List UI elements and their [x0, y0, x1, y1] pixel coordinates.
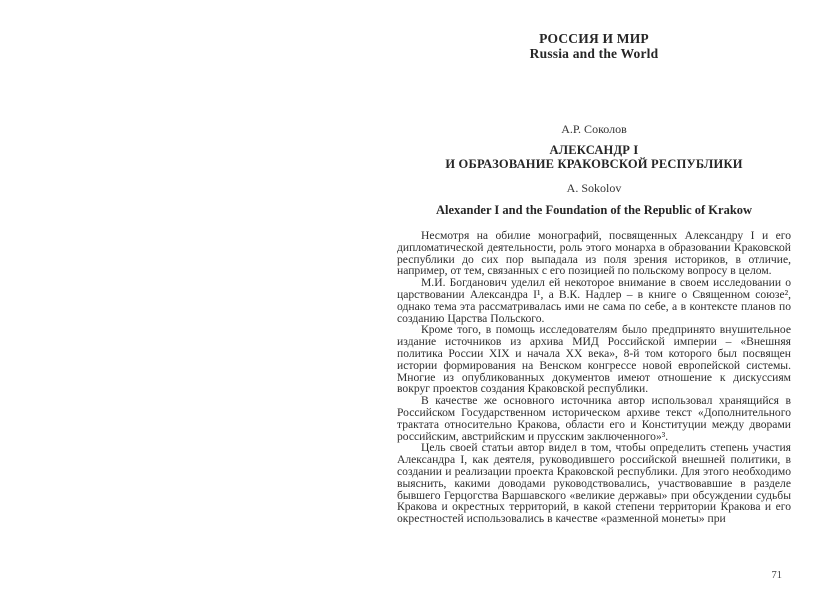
journal-title-russian: РОССИЯ И МИР: [539, 31, 649, 46]
journal-header: [397, 0, 791, 61]
journal-title-english: Russia and the World: [529, 46, 659, 61]
article-title-russian-line2: И ОБРАЗОВАНИЕ КРАКОВСКОЙ РЕСПУБЛИКИ: [445, 156, 743, 171]
article-body: [397, 230, 791, 525]
article-title-russian-line1: АЛЕКСАНДР I: [549, 143, 639, 157]
page-number: 71: [771, 570, 782, 581]
article-title-russian: [397, 144, 791, 171]
author-name-english: A. Sokolov: [566, 181, 622, 195]
author-name-russian: А.Р. Соколов: [561, 122, 627, 136]
body-paragraph-4: В качестве же основного источника автор использовал хранящийся в Российском Государственном историческом архиве текст «Дополнительного трактата относительно Кракова, области его и Конституции между дворами российским, австрийским и прусским заключенного»³.: [397, 394, 791, 443]
body-paragraph-2: М.И. Богданович уделил ей некоторое внимание в своем исследовании о царствовании Александра I¹, а В.К. Надлер – в книге о Священном союзе², однако тема эта рассматривалась ими не сама по себе, а в контексте планов по созданию Царства Польского.: [397, 276, 791, 325]
body-paragraph-1: Несмотря на обилие монографий, посвященных Александру I и его дипломатической деятельности, роль этого монарха в образовании Краковской республики до сих пор выпадала из поля зрения историков, в отличие, например, от тем, связанных с его позицией по польскому вопросу в целом.: [397, 229, 791, 278]
body-paragraph-3: Кроме того, в помощь исследователям было предпринято внушительное издание источников из архива МИД Российской империи – «Внешняя политика России XIX и начала XX века», 8-й том которого был посвящен истории формирования на Венском конгрессе новой европейской системы. Многие из опубликованных документов имеют отношение к дискуссиям вокруг проектов создания Краковской республики.: [397, 323, 791, 396]
article-content: [397, 0, 791, 525]
article-title-english: Alexander I and the Foundation of the Republic of Krakow: [435, 203, 753, 217]
body-paragraph-5: Цель своей статьи автор видел в том, чтобы определить степень участия Александра I, как деятеля, руководившего российской внешней политики, в создании и реализации проекта Краковской республики. Для этого необходимо выяснить, какими доводами руководствовались, участвовавшие в разделе бывшего Герцогства Варшавского «великие державы» при обсуждении судьбы Кракова и окрестных территорий, в какой степени территории Кракова и его окрестностей использовались в качестве «разменной монеты» при: [397, 441, 791, 526]
